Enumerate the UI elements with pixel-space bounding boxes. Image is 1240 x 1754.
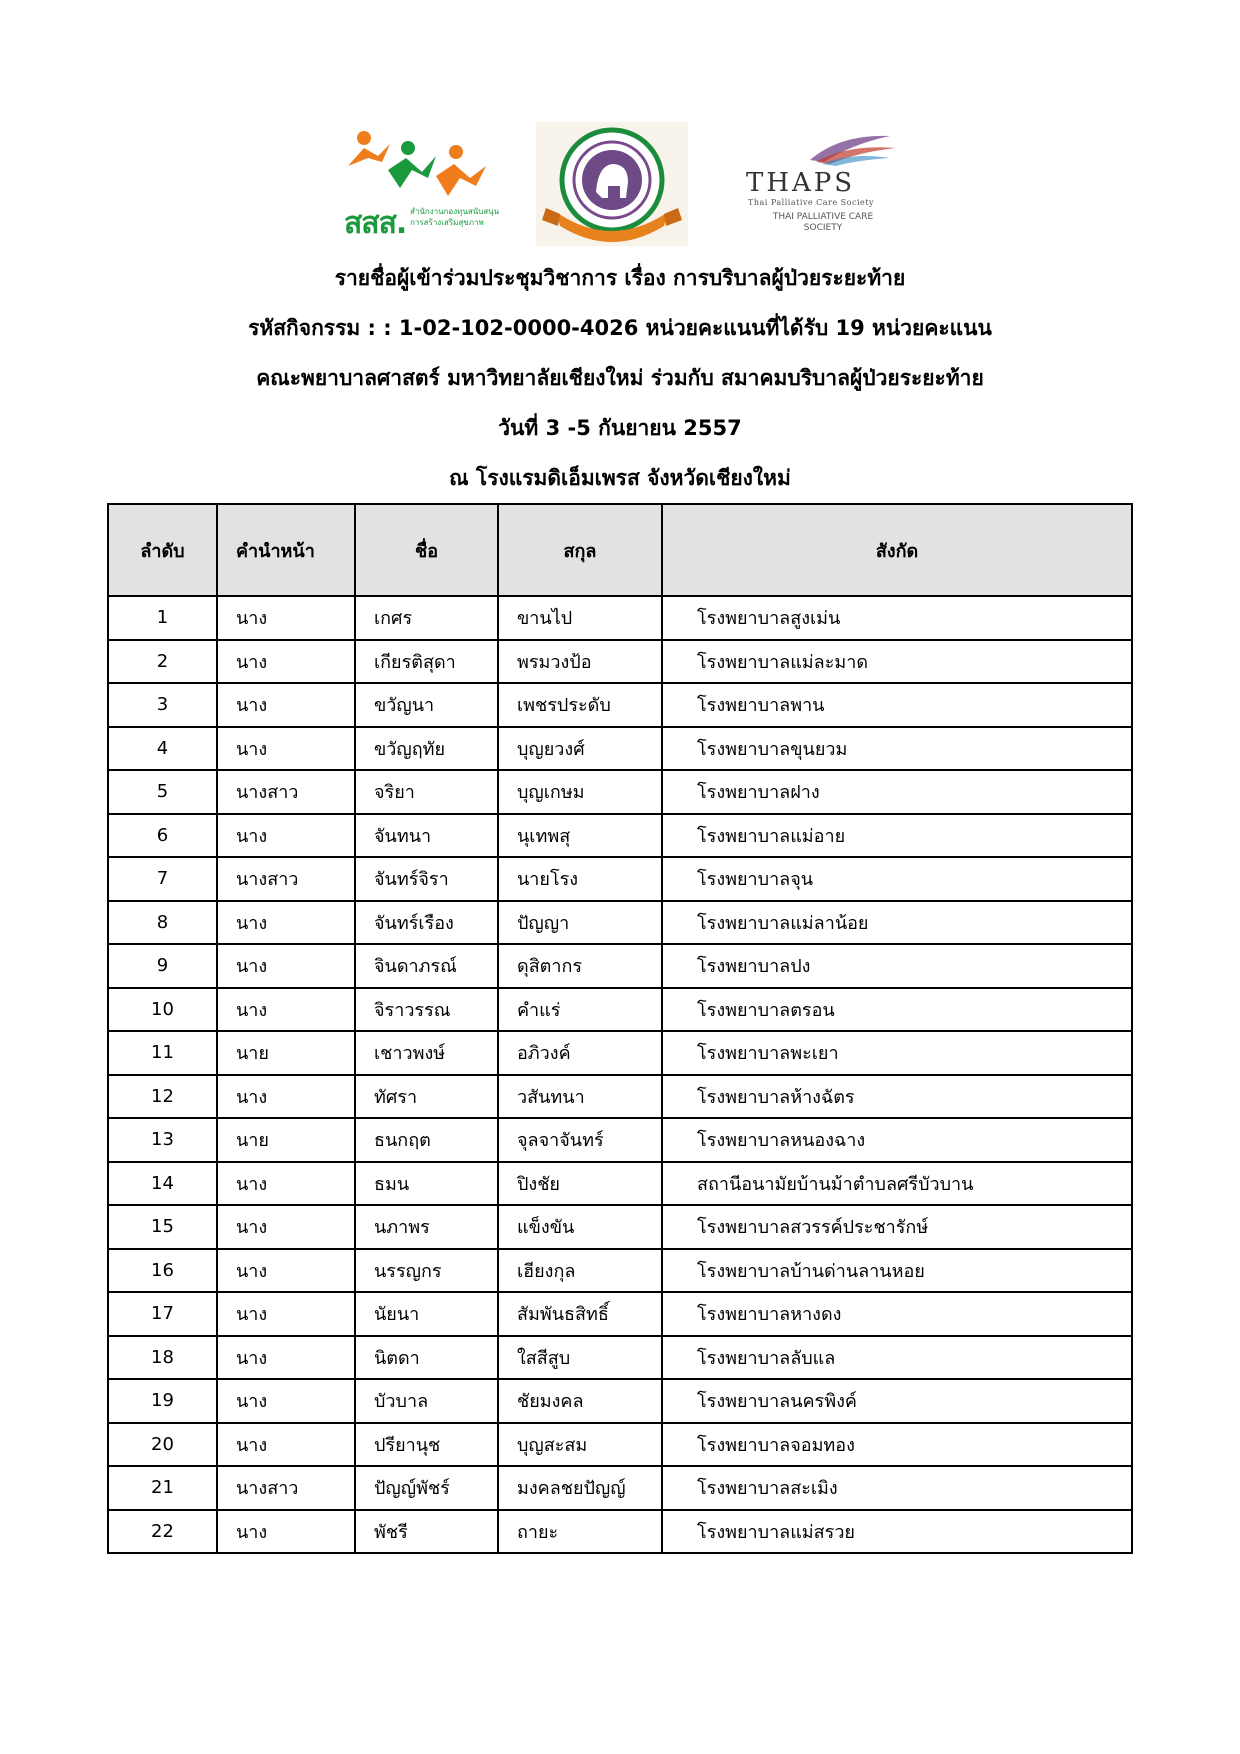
table-row bbox=[108, 1249, 1132, 1293]
row-prefix: นางสาว bbox=[217, 1466, 355, 1510]
row-first-name: จันทร์เรือง bbox=[355, 901, 498, 945]
row-affiliation: โรงพยาบาลตรอน bbox=[662, 988, 1132, 1032]
row-number: 19 bbox=[108, 1379, 217, 1423]
row-number: 14 bbox=[108, 1162, 217, 1206]
header-prefix: คำนำหน้า bbox=[217, 504, 355, 596]
row-affiliation: โรงพยาบาลปง bbox=[662, 944, 1132, 988]
row-affiliation: โรงพยาบาลจอมทอง bbox=[662, 1423, 1132, 1467]
row-surname: วสันทนา bbox=[498, 1075, 662, 1119]
row-number: 22 bbox=[108, 1510, 217, 1554]
row-prefix: นาง bbox=[217, 1249, 355, 1293]
row-surname: สัมพันธสิทธิ์ bbox=[498, 1292, 662, 1336]
title-line-4: วันที่ 3 -5 กันยายน 2557 bbox=[498, 416, 742, 440]
row-prefix: นาง bbox=[217, 1292, 355, 1336]
row-first-name: จิราวรรณ bbox=[355, 988, 498, 1032]
row-prefix: นาง bbox=[217, 944, 355, 988]
row-affiliation: โรงพยาบาลฝาง bbox=[662, 770, 1132, 814]
table-row bbox=[108, 770, 1132, 814]
row-first-name: นภาพร bbox=[355, 1205, 498, 1249]
header-surname: สกุล bbox=[498, 504, 662, 596]
row-number: 9 bbox=[108, 944, 217, 988]
table-row bbox=[108, 596, 1132, 640]
row-affiliation: สถานีอนามัยบ้านม้าตำบลศรีบัวบาน bbox=[662, 1162, 1132, 1206]
logo-bar bbox=[0, 120, 1240, 250]
row-affiliation: โรงพยาบาลแม่สรวย bbox=[662, 1510, 1132, 1554]
row-prefix: นาง bbox=[217, 1162, 355, 1206]
row-surname: เฮียงกุล bbox=[498, 1249, 662, 1293]
row-number: 4 bbox=[108, 727, 217, 771]
table-row bbox=[108, 1075, 1132, 1119]
row-affiliation: โรงพยาบาลจุน bbox=[662, 857, 1132, 901]
header-affiliation: สังกัด bbox=[662, 504, 1132, 596]
title-line-5: ณ โรงแรมดิเอ็มเพรส จังหวัดเชียงใหม่ bbox=[449, 466, 791, 490]
row-number: 3 bbox=[108, 683, 217, 727]
row-first-name: ธมน bbox=[355, 1162, 498, 1206]
row-surname: ชัยมงคล bbox=[498, 1379, 662, 1423]
row-prefix: นาง bbox=[217, 1075, 355, 1119]
header-name: ชื่อ bbox=[355, 504, 498, 596]
table-row bbox=[108, 640, 1132, 684]
row-prefix: นาง bbox=[217, 1423, 355, 1467]
sss-logo bbox=[344, 126, 500, 241]
row-affiliation: โรงพยาบาลห้างฉัตร bbox=[662, 1075, 1132, 1119]
row-prefix: นาง bbox=[217, 1510, 355, 1554]
table-row bbox=[108, 1423, 1132, 1467]
row-number: 11 bbox=[108, 1031, 217, 1075]
row-affiliation: โรงพยาบาลแม่อาย bbox=[662, 814, 1132, 858]
row-affiliation: โรงพยาบาลนครพิงค์ bbox=[662, 1379, 1132, 1423]
row-number: 20 bbox=[108, 1423, 217, 1467]
thaps-logo bbox=[740, 130, 900, 234]
row-surname: อภิวงค์ bbox=[498, 1031, 662, 1075]
row-first-name: ขวัญฤทัย bbox=[355, 727, 498, 771]
participant-table bbox=[107, 503, 1133, 1554]
wing-swoosh-icon bbox=[740, 130, 900, 170]
table-row bbox=[108, 901, 1132, 945]
row-number: 13 bbox=[108, 1118, 217, 1162]
row-surname: แข็งขัน bbox=[498, 1205, 662, 1249]
row-number: 21 bbox=[108, 1466, 217, 1510]
table-row bbox=[108, 1510, 1132, 1554]
row-first-name: ปรียานุช bbox=[355, 1423, 498, 1467]
title-line-2: รหัสกิจกรรม : : 1-02-102-0000-4026 หน่วยคะแนนที่ได้รับ 19 หน่วยคะแนน bbox=[248, 316, 992, 340]
row-first-name: เชาวพงษ์ bbox=[355, 1031, 498, 1075]
row-first-name: ทัศรา bbox=[355, 1075, 498, 1119]
row-prefix: นาง bbox=[217, 988, 355, 1032]
row-prefix: นาย bbox=[217, 1118, 355, 1162]
table-row bbox=[108, 1031, 1132, 1075]
table-body bbox=[108, 596, 1132, 1553]
row-first-name: จันทร์จิรา bbox=[355, 857, 498, 901]
row-surname: ขานไป bbox=[498, 596, 662, 640]
thaps-name: THAPS bbox=[746, 168, 856, 198]
row-affiliation: โรงพยาบาลพะเยา bbox=[662, 1031, 1132, 1075]
row-affiliation: โรงพยาบาลบ้านด่านลานหอย bbox=[662, 1249, 1132, 1293]
row-affiliation: โรงพยาบาลพาน bbox=[662, 683, 1132, 727]
row-first-name: เกศร bbox=[355, 596, 498, 640]
row-surname: บุญเกษม bbox=[498, 770, 662, 814]
row-affiliation: โรงพยาบาลขุนยวม bbox=[662, 727, 1132, 771]
row-surname: เพชรประดับ bbox=[498, 683, 662, 727]
row-number: 18 bbox=[108, 1336, 217, 1380]
table-row bbox=[108, 814, 1132, 858]
row-first-name: นรรญกร bbox=[355, 1249, 498, 1293]
table-row bbox=[108, 1466, 1132, 1510]
table-row bbox=[108, 1379, 1132, 1423]
row-prefix: นาง bbox=[217, 1205, 355, 1249]
elephant-seal-icon bbox=[536, 122, 688, 246]
row-number: 16 bbox=[108, 1249, 217, 1293]
row-number: 10 bbox=[108, 988, 217, 1032]
table-row bbox=[108, 1336, 1132, 1380]
row-prefix: นาง bbox=[217, 901, 355, 945]
row-first-name: บัวบาล bbox=[355, 1379, 498, 1423]
title-line-1: รายชื่อผู้เข้าร่วมประชุมวิชาการ เรื่อง การบริบาลผู้ป่วยระยะท้าย bbox=[334, 266, 906, 290]
row-affiliation: โรงพยาบาลแม่ลาน้อย bbox=[662, 901, 1132, 945]
row-first-name: ธนกฤต bbox=[355, 1118, 498, 1162]
table-row bbox=[108, 988, 1132, 1032]
row-surname: ใสสีสูบ bbox=[498, 1336, 662, 1380]
table-row bbox=[108, 727, 1132, 771]
row-prefix: นาง bbox=[217, 814, 355, 858]
row-surname: ปิงชัย bbox=[498, 1162, 662, 1206]
table-row bbox=[108, 1292, 1132, 1336]
thaps-subtitle: THAI PALLIATIVE CARE SOCIETY bbox=[772, 212, 874, 233]
table-row bbox=[108, 683, 1132, 727]
table-row bbox=[108, 1205, 1132, 1249]
row-prefix: นาง bbox=[217, 596, 355, 640]
row-affiliation: โรงพยาบาลแม่ละมาด bbox=[662, 640, 1132, 684]
sss-name: สสส. bbox=[344, 206, 407, 241]
thaps-tagline: Thai Palliative Care Society bbox=[748, 198, 874, 207]
row-affiliation: โรงพยาบาลสะเมิง bbox=[662, 1466, 1132, 1510]
row-number: 17 bbox=[108, 1292, 217, 1336]
row-prefix: นาง bbox=[217, 683, 355, 727]
row-first-name: จริยา bbox=[355, 770, 498, 814]
header-no: ลำดับ bbox=[108, 504, 217, 596]
row-first-name: เกียรติสุดา bbox=[355, 640, 498, 684]
row-surname: บุญสะสม bbox=[498, 1423, 662, 1467]
row-number: 12 bbox=[108, 1075, 217, 1119]
row-affiliation: โรงพยาบาลหางดง bbox=[662, 1292, 1132, 1336]
row-number: 2 bbox=[108, 640, 217, 684]
row-surname: นุเทพสุ bbox=[498, 814, 662, 858]
table-row bbox=[108, 944, 1132, 988]
table-row bbox=[108, 1162, 1132, 1206]
row-first-name: จินดาภรณ์ bbox=[355, 944, 498, 988]
row-first-name: นัยนา bbox=[355, 1292, 498, 1336]
row-first-name: จันทนา bbox=[355, 814, 498, 858]
row-affiliation: โรงพยาบาลสวรรค์ประชารักษ์ bbox=[662, 1205, 1132, 1249]
row-first-name: นิตดา bbox=[355, 1336, 498, 1380]
row-prefix: นางสาว bbox=[217, 857, 355, 901]
table-row bbox=[108, 857, 1132, 901]
title-line-3: คณะพยาบาลศาสตร์ มหาวิทยาลัยเชียงใหม่ ร่วมกับ สมาคมบริบาลผู้ป่วยระยะท้าย bbox=[256, 366, 984, 390]
row-number: 1 bbox=[108, 596, 217, 640]
row-surname: มงคลชยปัญญ์ bbox=[498, 1466, 662, 1510]
row-surname: ปัญญา bbox=[498, 901, 662, 945]
row-prefix: นางสาว bbox=[217, 770, 355, 814]
row-surname: ดุสิตากร bbox=[498, 944, 662, 988]
running-figures-icon bbox=[344, 126, 500, 206]
sss-subtitle: สำนักงานกองทุนสนับสนุน การสร้างเสริมสุขภาพ bbox=[410, 207, 500, 227]
table-row bbox=[108, 1118, 1132, 1162]
row-number: 6 bbox=[108, 814, 217, 858]
row-prefix: นาง bbox=[217, 1336, 355, 1380]
row-number: 7 bbox=[108, 857, 217, 901]
row-surname: คำแร่ bbox=[498, 988, 662, 1032]
row-surname: ถายะ bbox=[498, 1510, 662, 1554]
row-first-name: ปัญญ์พัชร์ bbox=[355, 1466, 498, 1510]
row-first-name: พัชรี bbox=[355, 1510, 498, 1554]
row-prefix: นาง bbox=[217, 640, 355, 684]
row-prefix: นาย bbox=[217, 1031, 355, 1075]
row-surname: นายโรง bbox=[498, 857, 662, 901]
cmu-nursing-logo bbox=[536, 122, 688, 246]
row-number: 8 bbox=[108, 901, 217, 945]
row-prefix: นาง bbox=[217, 727, 355, 771]
row-affiliation: โรงพยาบาลลับแล bbox=[662, 1336, 1132, 1380]
row-number: 15 bbox=[108, 1205, 217, 1249]
row-first-name: ขวัญนา bbox=[355, 683, 498, 727]
row-affiliation: โรงพยาบาลหนองฉาง bbox=[662, 1118, 1132, 1162]
row-surname: บุญยวงศ์ bbox=[498, 727, 662, 771]
row-surname: จุลจาจันทร์ bbox=[498, 1118, 662, 1162]
row-affiliation: โรงพยาบาลสูงเม่น bbox=[662, 596, 1132, 640]
row-prefix: นาง bbox=[217, 1379, 355, 1423]
table-header-row bbox=[108, 504, 1132, 596]
row-number: 5 bbox=[108, 770, 217, 814]
row-surname: พรมวงป้อ bbox=[498, 640, 662, 684]
